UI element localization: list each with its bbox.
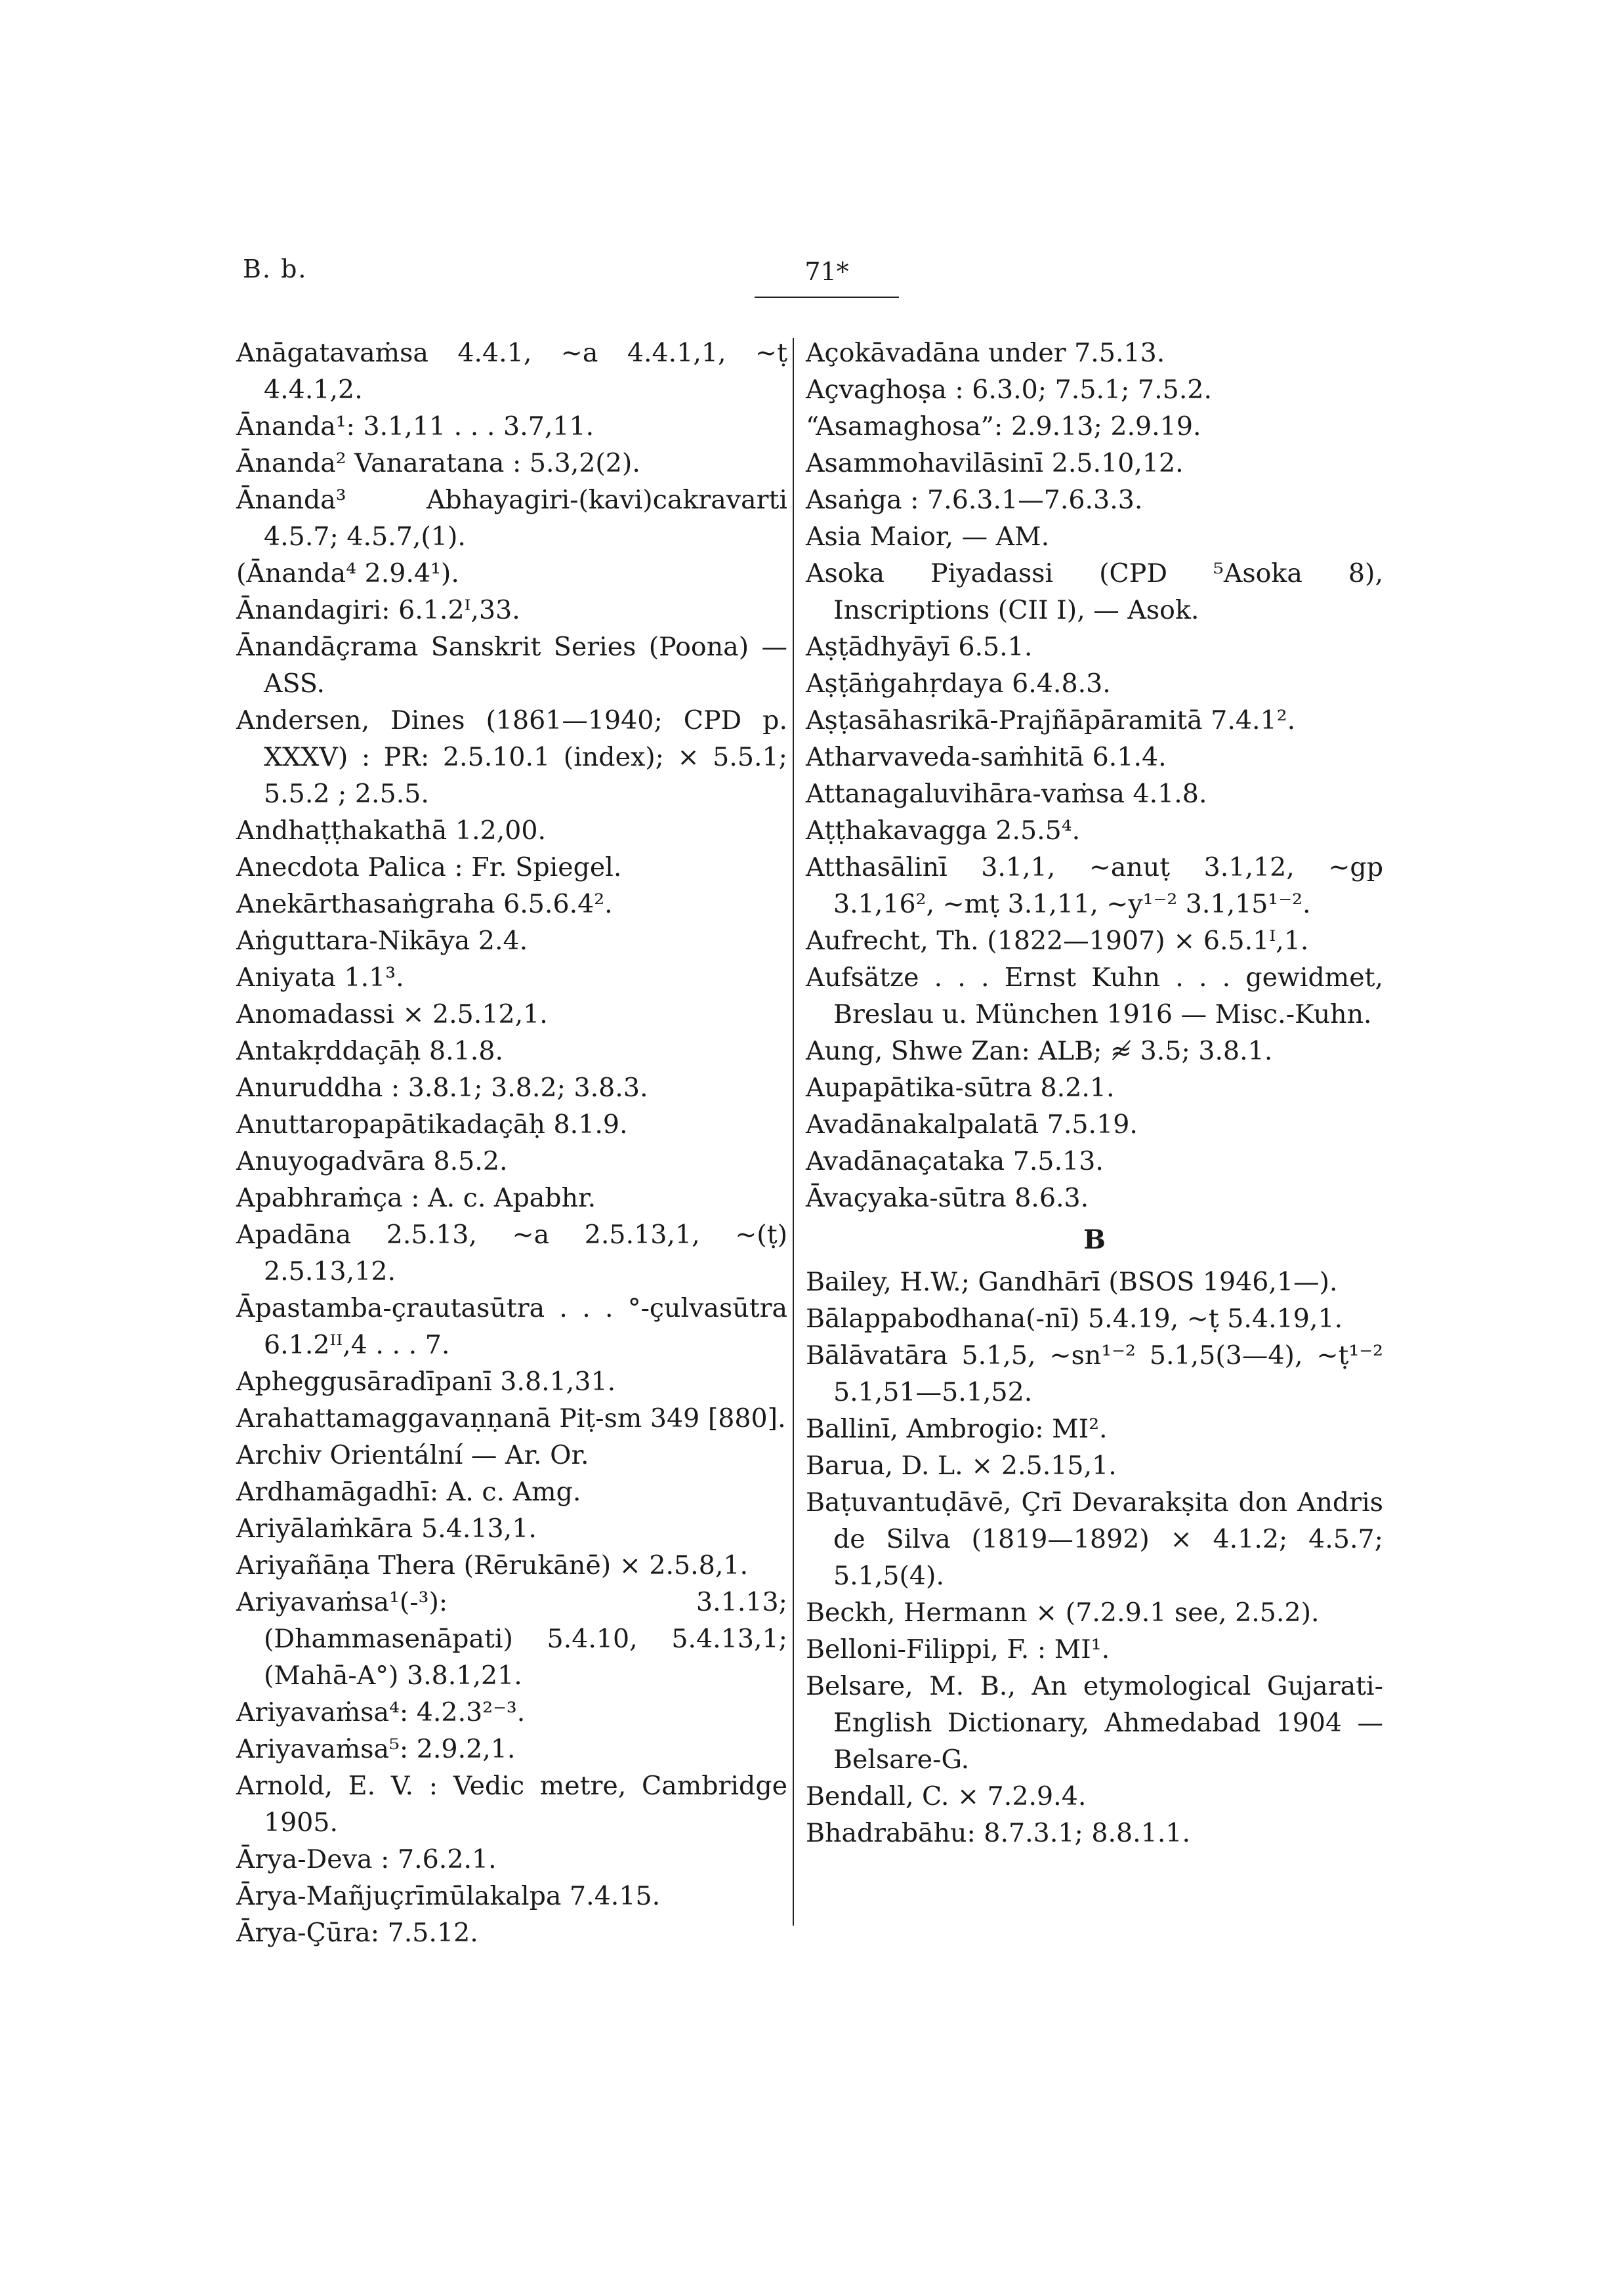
index-entry: Aṣṭādhyāyī 6.5.1.: [806, 632, 1033, 662]
index-entry: Asia Maior, — AM.: [806, 522, 1050, 552]
index-entry: Aṣṭasāhasrikā-Prajñāpāramitā 7.4.1².: [806, 705, 1296, 735]
index-entry: Bendall, C. × 7.2.9.4.: [806, 1781, 1087, 1811]
index-entry: Ārya-Deva : 7.6.2.1.: [236, 1844, 497, 1874]
index-entry: Asaṅga : 7.6.3.1—7.6.3.3.: [806, 485, 1143, 515]
index-entry: Ariyālaṁkāra 5.4.13,1.: [236, 1514, 537, 1544]
index-entry: Archiv Orientální — Ar. Or.: [236, 1440, 589, 1470]
index-entry: Bālāvatāra 5.1,5, ~sn¹⁻² 5.1,5(3—4), ~ṭ¹⁻² 5.1,51—5.1,52.: [806, 1340, 1383, 1407]
index-entry: Asoka Piyadassi (CPD ⁵Asoka 8), Inscriptions (CII I), — Asok.: [806, 558, 1383, 625]
index-entry: Anecdota Palica : Fr. Spiegel.: [236, 852, 622, 882]
index-entry: Ānandagiri: 6.1.2ᴵ,33.: [236, 595, 520, 625]
index-entry: Bālappabodhana(-nī) 5.4.19, ~ṭ 5.4.19,1.: [806, 1304, 1343, 1334]
index-entry: Baṭuvantuḍāvē, Çrī Devarakṣita don Andris de Silva (1819—1892) × 4.1.2; 4.5.7; 5.1,5(4).: [806, 1487, 1383, 1591]
index-entry: Aung, Shwe Zan: ALB; ≉ 3.5; 3.8.1.: [806, 1036, 1273, 1066]
index-entry: Beckh, Hermann × (7.2.9.1 see, 2.5.2).: [806, 1598, 1320, 1628]
index-entry: Apheggusāradīpanī 3.8.1,31.: [236, 1367, 616, 1397]
index-entry: Ardhamāgadhī: A. c. Amg.: [236, 1477, 581, 1507]
index-entry: “Asamaghosa”: 2.9.13; 2.9.19.: [806, 411, 1201, 442]
index-entry: Anāgatavaṁsa 4.4.1, ~a 4.4.1,1, ~ṭ 4.4.1,2.: [236, 338, 787, 405]
index-entry: Açokāvadāna under 7.5.13.: [806, 338, 1165, 368]
index-entry: Apabhraṁça : A. c. Apabhr.: [236, 1183, 596, 1213]
index-entry: Āpastamba-çrautasūtra . . . °-çulvasūtra 6.1.2ᴵᴵ,4 . . . 7.: [236, 1293, 787, 1360]
index-entry: Ānanda¹: 3.1,11 . . . 3.7,11.: [236, 411, 594, 442]
index-entry: Aṅguttara-Nikāya 2.4.: [236, 926, 528, 956]
page-number: 71*: [804, 257, 849, 286]
index-entry: Belsare, M. B., An etymological Gujarati-English Dictionary, Ahmedabad 1904 — Belsare-G.: [806, 1671, 1383, 1775]
index-entry: Asammohavilāsinī 2.5.10,12.: [806, 448, 1184, 478]
index-entry: (Ānanda⁴ 2.9.4¹).: [236, 558, 459, 589]
index-entry: Ārya-Çūra: 7.5.12.: [236, 1918, 478, 1948]
index-entry: Ballinī, Ambrogio: MI².: [806, 1414, 1108, 1444]
page-header-left: B. b.: [243, 255, 308, 283]
index-entry: Andersen, Dines (1861—1940; CPD p. XXXV) : PR: 2.5.10.1 (index); × 5.5.1; 5.5.2 ; 2.5.5.: [236, 705, 787, 809]
index-entry: Bailey, H.W.; Gandhārī (BSOS 1946,1—).: [806, 1267, 1338, 1297]
index-entry: Arahattamaggavaṇṇanā Piṭ-sm 349 [880].: [236, 1403, 786, 1434]
index-entry: Barua, D. L. × 2.5.15,1.: [806, 1451, 1117, 1481]
index-entry: Ārya-Mañjuçrīmūlakalpa 7.4.15.: [236, 1881, 661, 1911]
index-entry: Anomadassi × 2.5.12,1.: [236, 999, 548, 1029]
index-entry: Āvaçyaka-sūtra 8.6.3.: [806, 1183, 1089, 1213]
index-entry: Attanagaluvihāra-vaṁsa 4.1.8.: [806, 779, 1207, 809]
index-entry: Apadāna 2.5.13, ~a 2.5.13,1, ~(ṭ) 2.5.13,12.: [236, 1220, 787, 1287]
index-entry: Anuruddha : 3.8.1; 3.8.2; 3.8.3.: [236, 1073, 648, 1103]
index-entry: Atharvaveda-saṁhitā 6.1.4.: [806, 742, 1167, 772]
index-entry: Arnold, E. V. : Vedic metre, Cambridge 1905.: [236, 1771, 787, 1838]
index-entry: Belloni-Filippi, F. : MI¹.: [806, 1634, 1110, 1664]
index-entry: Aniyata 1.1³.: [236, 962, 404, 993]
index-entry: Anekārthasaṅgraha 6.5.6.4².: [236, 889, 613, 919]
index-entry: Ariyañāṇa Thera (Rērukānē) × 2.5.8,1.: [236, 1550, 749, 1581]
index-entry: Avadānaçataka 7.5.13.: [806, 1146, 1104, 1176]
index-entry: Ariyavaṁsa¹(-³): 3.1.13; (Dhammasenāpati) 5.4.10, 5.4.13,1; (Mahā-A°) 3.8.1,21.: [236, 1587, 787, 1691]
index-entry: Andhaṭṭhakathā 1.2,00.: [236, 816, 547, 846]
index-entry: Anuyogadvāra 8.5.2.: [236, 1146, 508, 1176]
column-divider: [793, 338, 794, 1926]
index-entry: Ariyavaṁsa⁴: 4.2.3²⁻³.: [236, 1697, 526, 1727]
index-entry: Aṣṭāṅgahṛdaya 6.4.8.3.: [806, 669, 1111, 699]
index-entry: Ariyavaṁsa⁵: 2.9.2,1.: [236, 1734, 516, 1764]
index-entry: Ānanda³ Abhayagiri-(kavi)cakravarti 4.5.7; 4.5.7,(1).: [236, 485, 787, 552]
index-entry: Aufsätze . . . Ernst Kuhn . . . gewidmet, Breslau u. München 1916 — Misc.-Kuhn.: [806, 962, 1383, 1029]
index-entry: Anuttaropapātikadaçāḥ 8.1.9.: [236, 1109, 628, 1140]
index-entry: Aupapātika-sūtra 8.2.1.: [806, 1073, 1115, 1103]
index-entry: Bhadrabāhu: 8.7.3.1; 8.8.1.1.: [806, 1818, 1191, 1848]
index-entry: Ānandāçrama Sanskrit Series (Poona) — ASS.: [236, 632, 787, 699]
index-entry: Antakṛddaçāḥ 8.1.8.: [236, 1036, 504, 1066]
index-entry: Aufrecht, Th. (1822—1907) × 6.5.1ᴵ,1.: [806, 926, 1309, 956]
index-entry: Atthasālinī 3.1,1, ~anuṭ 3.1,12, ~gp 3.1,16², ~mṭ 3.1,11, ~y¹⁻² 3.1,15¹⁻².: [806, 852, 1383, 919]
index-entry: Ānanda² Vanaratana : 5.3,2(2).: [236, 448, 640, 478]
section-letter: B: [1083, 1224, 1106, 1255]
index-entry: Açvaghoṣa : 6.3.0; 7.5.1; 7.5.2.: [806, 375, 1213, 405]
right-column: [806, 335, 1383, 1851]
index-entry: Avadānakalpalatā 7.5.19.: [806, 1109, 1138, 1140]
page-number-rule: [755, 297, 899, 298]
index-entry: Aṭṭhakavagga 2.5.5⁴.: [806, 816, 1081, 846]
left-column: [236, 335, 787, 1951]
